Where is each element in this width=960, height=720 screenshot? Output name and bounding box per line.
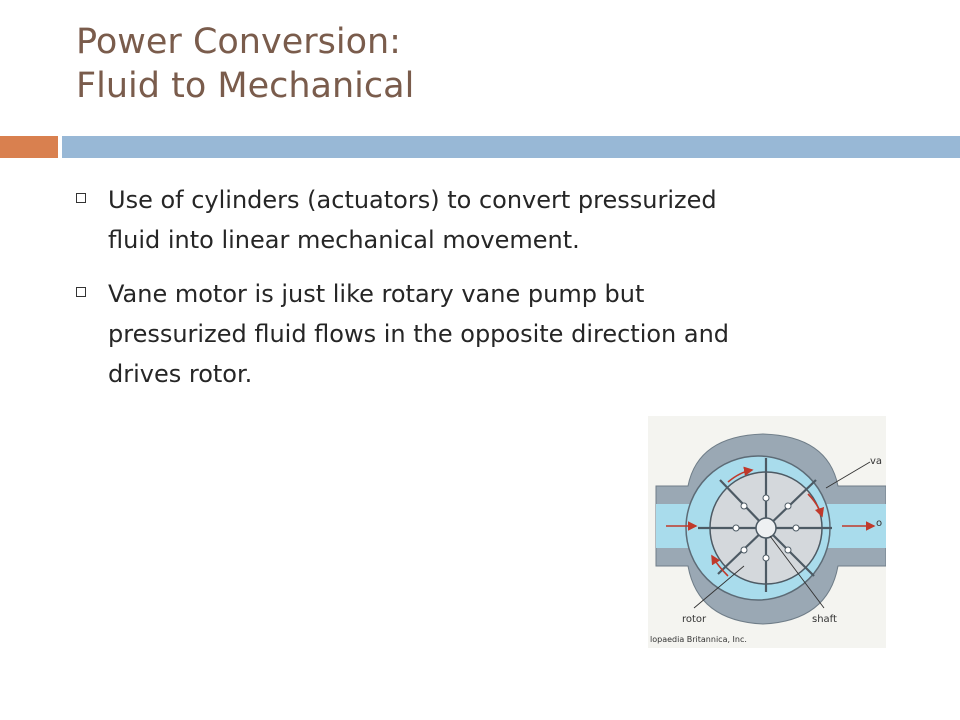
vane-motor-svg	[648, 416, 886, 648]
title-line-1: Power Conversion:	[76, 22, 401, 62]
bullet-item	[74, 180, 874, 260]
square-bullet-icon	[76, 193, 86, 203]
title-line-2: Fluid to Mechanical	[76, 66, 415, 106]
slide-title	[76, 20, 896, 108]
shaft	[756, 518, 776, 538]
figure-credit: lopaedia Britannica, Inc.	[650, 635, 747, 644]
label-rotor: rotor	[682, 614, 707, 625]
accent-bar-orange	[0, 136, 58, 158]
accent-bar-blue	[62, 136, 960, 158]
vane-motor-diagram	[648, 416, 886, 648]
bullet-text: Vane motor is just like rotary vane pump but pressurized fluid flows in the opposite direction and drives rotor.	[108, 280, 730, 388]
bullet-list	[74, 180, 874, 408]
label-shaft: shaft	[812, 614, 837, 625]
bullet-text: Use of cylinders (actuators) to convert pressurized fluid into linear mechanical movement.	[108, 186, 717, 254]
bullet-item	[74, 274, 874, 394]
label-outlet: o	[876, 518, 883, 529]
label-vane: va	[870, 456, 883, 467]
square-bullet-icon	[76, 287, 86, 297]
